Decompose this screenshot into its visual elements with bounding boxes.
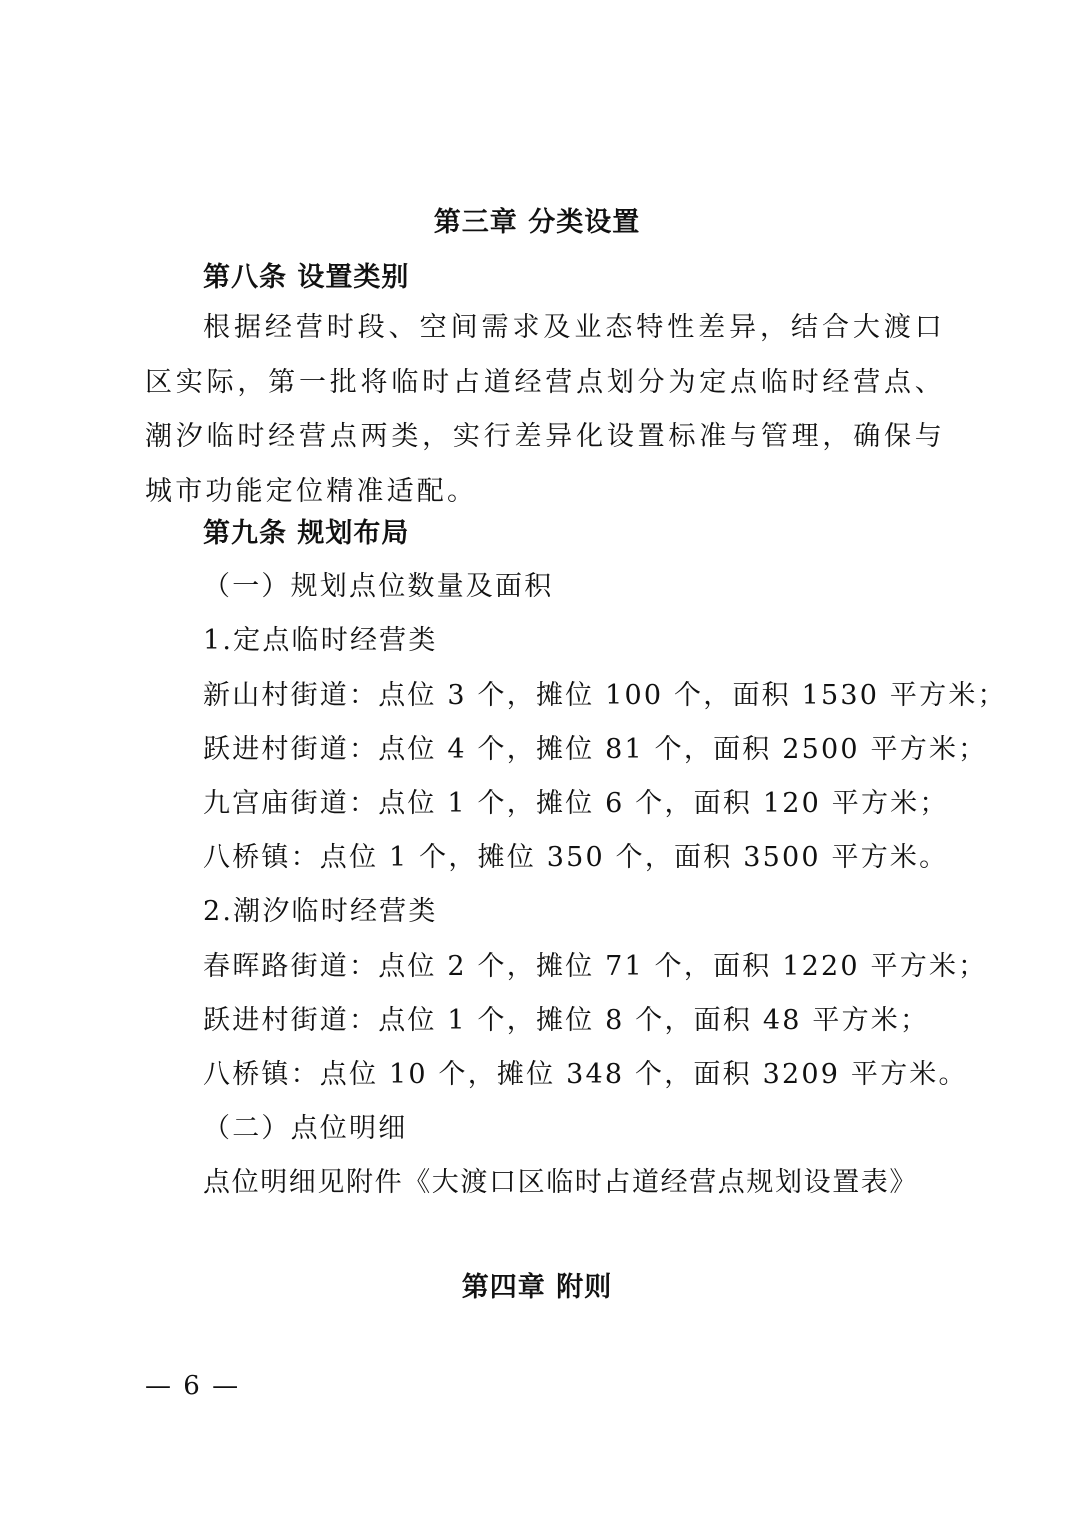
section-2-body: 点位明细见附件《大渡口区临时占道经营点规划设置表》	[203, 1167, 918, 1198]
chapter-3-title: 第三章 分类设置	[433, 207, 641, 238]
category-1-item: 八桥镇：点位 1 个，摊位 350 个，面积 3500 平方米。	[203, 842, 949, 873]
chapter-4-title: 第四章 附则	[461, 1272, 613, 1303]
category-1-item: 新山村街道：点位 3 个，摊位 100 个，面积 1530 平方米；	[203, 680, 1007, 711]
category-1-item: 跃进村街道：点位 4 个，摊位 81 个，面积 2500 平方米；	[203, 734, 988, 765]
category-1-heading: 1.定点临时经营类	[203, 625, 438, 656]
category-2-item: 春晖路街道：点位 2 个，摊位 71 个，面积 1220 平方米；	[203, 951, 988, 982]
article-8-body: 根据经营时段、空间需求及业态特性差异，结合大渡口区实际，第一批将临时占道经营点划分为定点临时经营点、潮汐临时经营点两类，实行差异化设置标准与管理，确保与城市功能定位精准适配。	[145, 312, 945, 507]
article-8-title: 第八条 设置类别	[203, 262, 410, 293]
section-2-heading: （二）点位明细	[203, 1113, 408, 1144]
category-2-heading: 2.潮汐临时经营类	[203, 896, 438, 927]
page-number: — 6 —	[145, 1371, 241, 1401]
category-2-item: 八桥镇：点位 10 个，摊位 348 个，面积 3209 平方米。	[203, 1059, 968, 1090]
category-1-item: 九宫庙街道：点位 1 个，摊位 6 个，面积 120 平方米；	[203, 788, 949, 819]
article-9-title: 第九条 规划布局	[203, 518, 410, 549]
category-2-item: 跃进村街道：点位 1 个，摊位 8 个，面积 48 平方米；	[203, 1005, 930, 1036]
section-1-heading: （一）规划点位数量及面积	[203, 571, 554, 602]
